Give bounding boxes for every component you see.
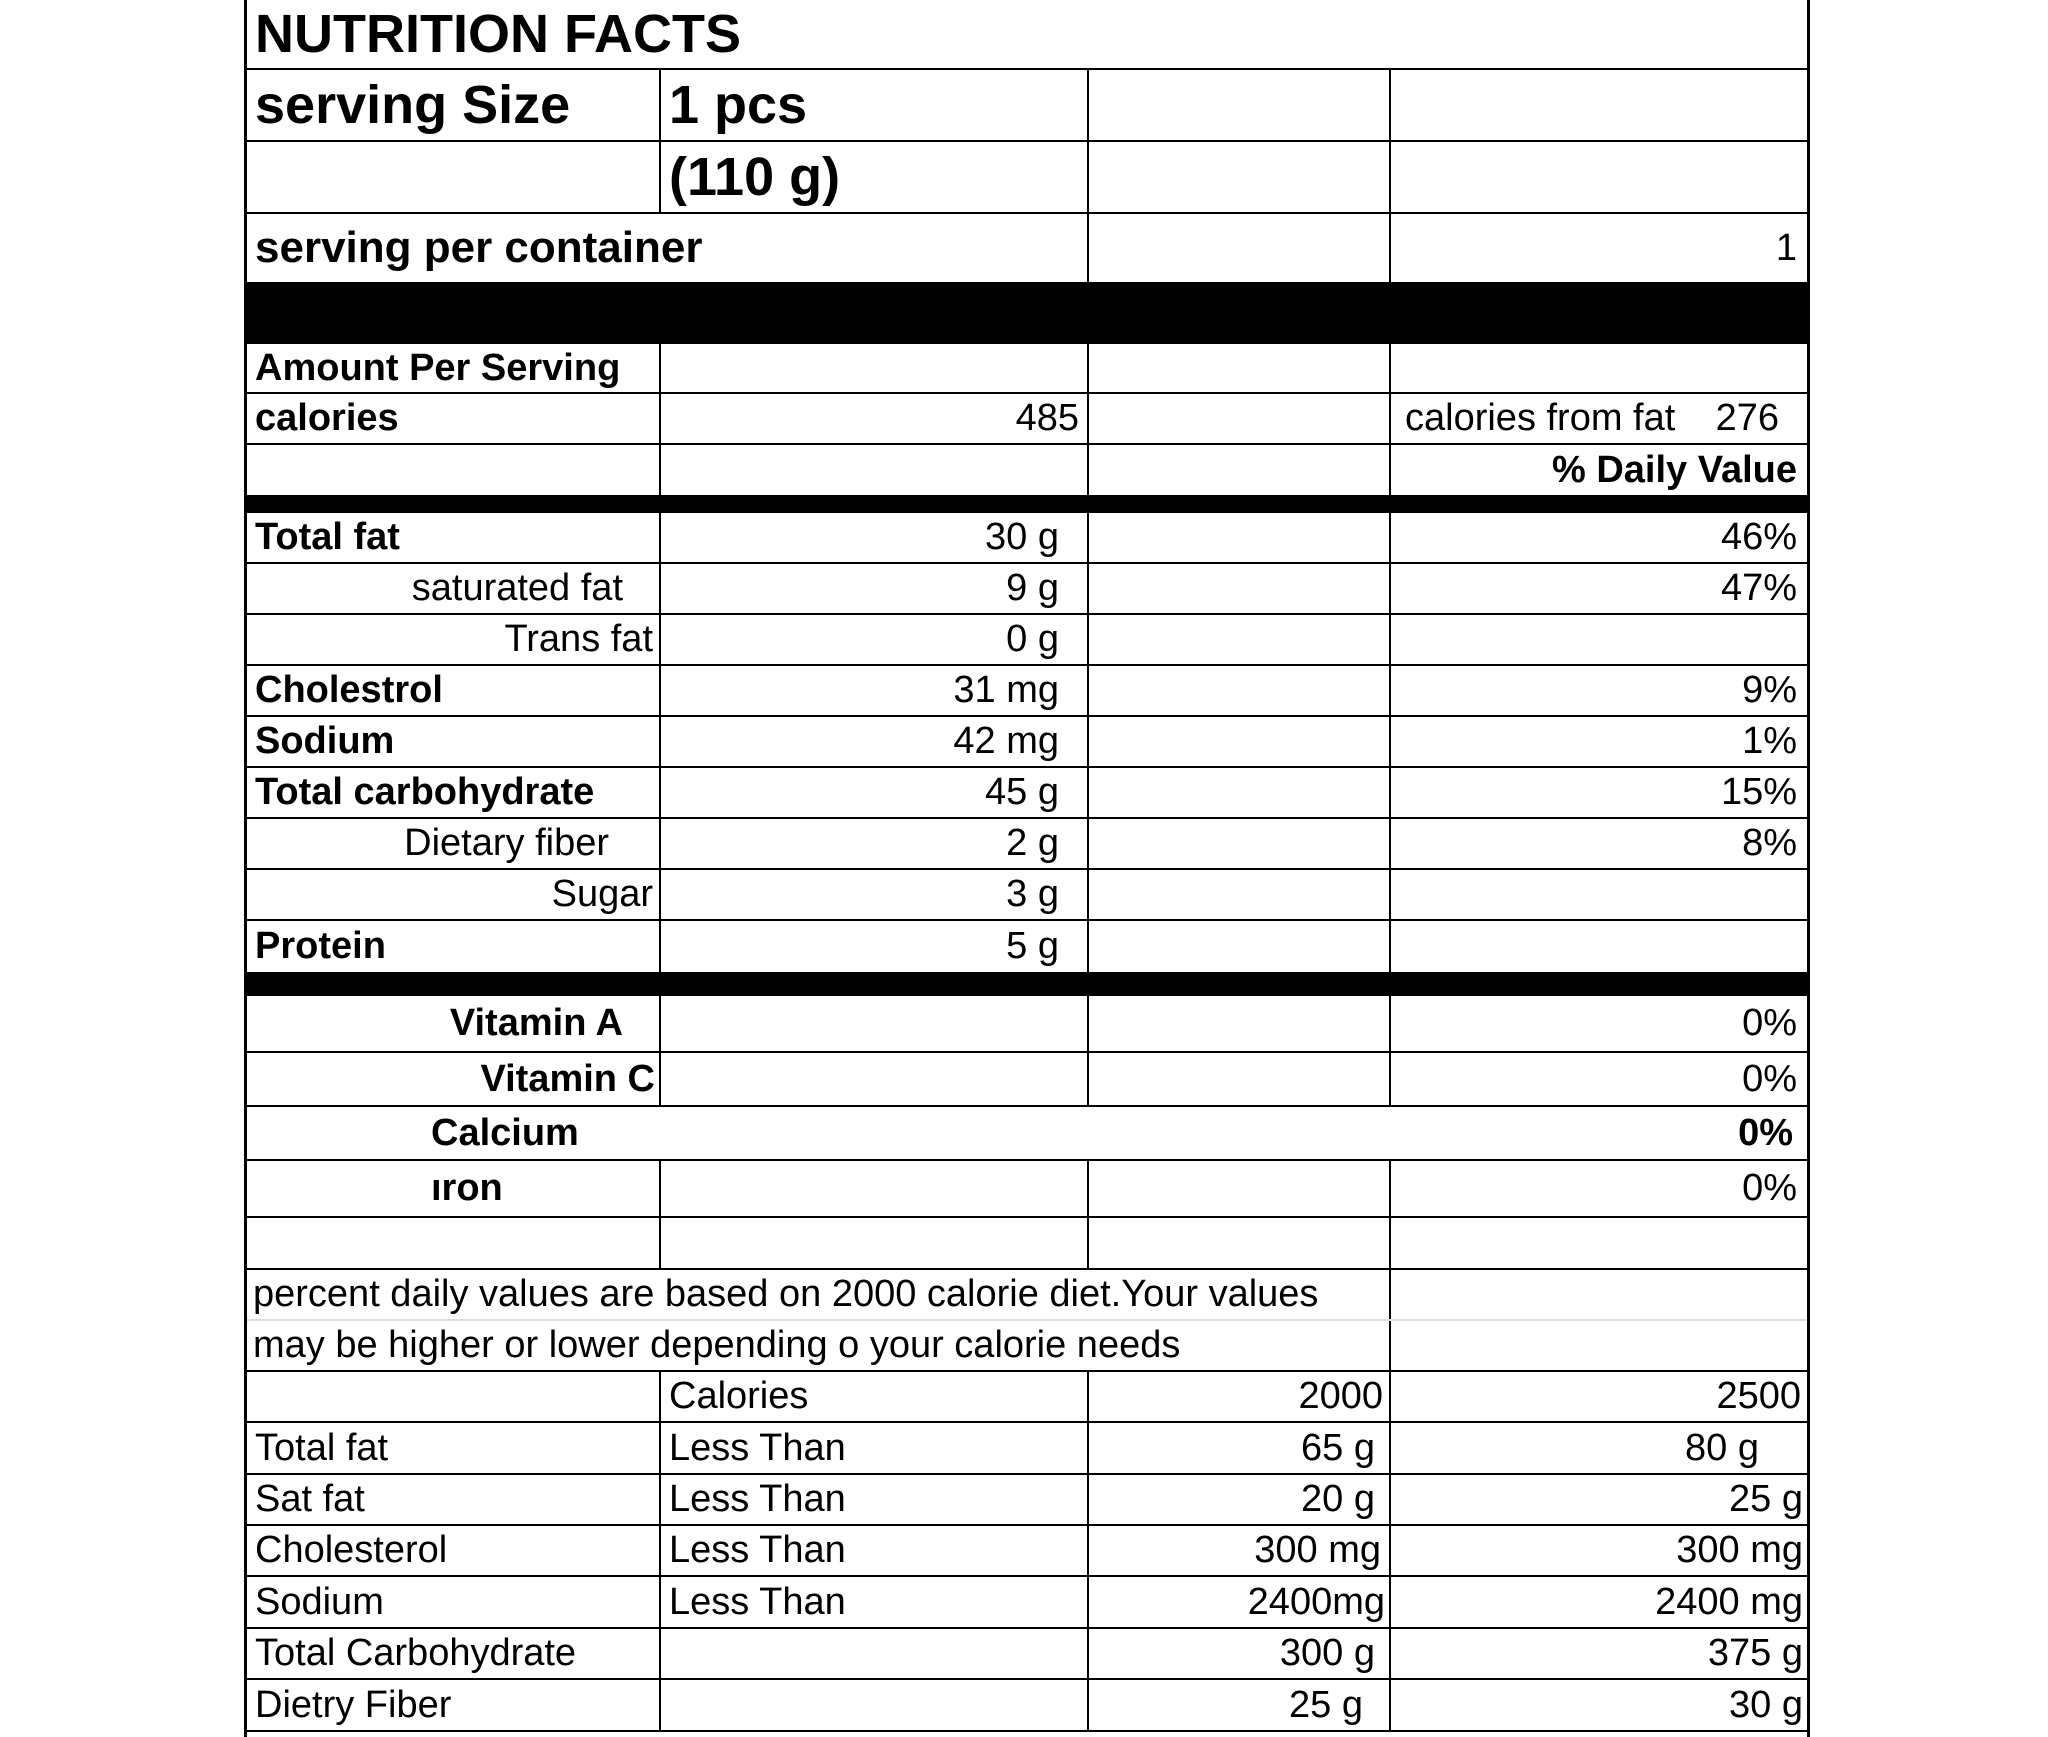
empty-cell	[659, 996, 1087, 1051]
empty-cell	[1087, 513, 1389, 562]
serving-weight-row	[247, 142, 1807, 214]
reference-qualifier: Less Than	[659, 1577, 1087, 1627]
empty-cell	[1087, 666, 1389, 715]
empty-cell	[1087, 564, 1389, 613]
thick-divider	[247, 282, 1807, 344]
reference-nutrient: Sodium	[255, 1580, 384, 1623]
vitamin-row	[247, 1107, 1807, 1161]
servings-per-container-label: serving per container	[255, 223, 703, 272]
nutrient-name: Cholestrol	[255, 669, 443, 711]
calories-from-fat-value: 276	[1715, 397, 1779, 439]
empty-cell	[1087, 1161, 1389, 1216]
empty-cell	[659, 1161, 1087, 1216]
nutrient-daily-value	[1389, 615, 1807, 664]
nutrient-name: Protein	[255, 925, 386, 967]
nutrient-row	[247, 666, 1807, 717]
empty-cell	[1087, 768, 1389, 817]
empty-cell	[659, 1053, 1087, 1105]
nutrient-daily-value	[1389, 870, 1807, 919]
footnote-line-1: percent daily values are based on 2000 calorie diet.Your values	[253, 1273, 1319, 1315]
nutrient-name: Sugar	[551, 873, 653, 915]
empty-cell	[1087, 142, 1389, 212]
reference-qualifier: Less Than	[659, 1526, 1087, 1575]
nutrient-row	[247, 768, 1807, 819]
footnote-row	[247, 1270, 1807, 1321]
nutrient-name: Dietary fiber	[404, 822, 609, 864]
reference-col2-value: 25 g	[1389, 1475, 1807, 1524]
reference-header-row	[247, 1372, 1807, 1423]
nutrient-row	[247, 921, 1807, 972]
reference-nutrient: Sat fat	[255, 1478, 365, 1520]
reference-col1-value: 300 mg	[1087, 1526, 1389, 1575]
empty-cell	[1087, 394, 1389, 443]
nutrient-row	[247, 513, 1807, 564]
medium-divider	[247, 972, 1807, 996]
vitamin-daily-value: 0%	[1389, 1053, 1807, 1105]
nutrient-row	[247, 564, 1807, 615]
nutrition-facts-label	[244, 0, 1810, 1737]
reference-col2-value: 30 g	[1389, 1680, 1807, 1730]
empty-cell	[1087, 1218, 1389, 1268]
reference-col2-value: 80 g	[1389, 1423, 1807, 1473]
reference-col1-value: 25 g	[1087, 1680, 1389, 1730]
empty-cell	[1389, 142, 1807, 212]
reference-row	[247, 1629, 1807, 1680]
empty-cell	[1389, 344, 1807, 392]
empty-cell	[659, 1218, 1087, 1268]
empty-cell	[1087, 717, 1389, 766]
calories-from-fat-label: calories from fat	[1405, 397, 1676, 439]
daily-value-header: % Daily Value	[1389, 445, 1807, 495]
nutrient-name: saturated fat	[411, 567, 623, 609]
empty-cell	[1087, 214, 1389, 282]
empty-cell	[1087, 1053, 1389, 1105]
empty-cell	[1087, 921, 1389, 972]
serving-weight-value: (110 g)	[659, 142, 1087, 212]
vitamin-name: Vitamin A	[449, 1002, 623, 1044]
vitamin-row	[247, 1161, 1807, 1218]
reference-col1-value: 20 g	[1087, 1475, 1389, 1524]
vitamin-name: Calcium	[431, 1111, 579, 1154]
nutrient-daily-value: 8%	[1389, 819, 1807, 868]
reference-col1-header: 2000	[1087, 1372, 1389, 1421]
nutrient-name: Trans fat	[504, 618, 653, 660]
empty-cell	[1087, 445, 1389, 495]
reference-col1-value: 300 g	[1087, 1629, 1389, 1678]
reference-row	[247, 1577, 1807, 1629]
nutrient-amount: 5 g	[659, 921, 1087, 972]
empty-cell	[659, 445, 1087, 495]
vitamin-daily-value: 0%	[1738, 1111, 1793, 1154]
empty-cell	[1087, 344, 1389, 392]
nutrient-amount: 3 g	[659, 870, 1087, 919]
serving-size-row	[247, 70, 1807, 142]
nutrient-daily-value: 9%	[1389, 666, 1807, 715]
reference-nutrient: Total Carbohydrate	[255, 1632, 577, 1674]
calories-row	[247, 394, 1807, 445]
nutrient-amount: 2 g	[659, 819, 1087, 868]
vitamin-name: Vitamin C	[480, 1057, 655, 1100]
nutrient-row	[247, 717, 1807, 768]
empty-cell	[1389, 1270, 1807, 1319]
reference-row	[247, 1680, 1807, 1732]
vitamin-row	[247, 996, 1807, 1053]
vitamin-name: ıron	[431, 1167, 503, 1209]
footnote-line-2: may be higher or lower depending o your calorie needs	[253, 1324, 1181, 1366]
reference-col2-value: 2400 mg	[1389, 1577, 1807, 1627]
empty-cell	[1087, 819, 1389, 868]
nutrient-row	[247, 615, 1807, 666]
blank-row	[247, 1218, 1807, 1270]
vitamin-daily-value: 0%	[1389, 1161, 1807, 1216]
reference-nutrient: Dietry Fiber	[255, 1683, 452, 1726]
nutrient-daily-value: 15%	[1389, 768, 1807, 817]
servings-per-container-value: 1	[1389, 214, 1807, 282]
reference-nutrient: Total fat	[255, 1426, 389, 1469]
reference-row	[247, 1475, 1807, 1526]
nutrient-row	[247, 870, 1807, 921]
reference-qualifier: Less Than	[659, 1475, 1087, 1524]
reference-row	[247, 1526, 1807, 1577]
nutrient-name: Sodium	[255, 720, 395, 762]
reference-row	[247, 1423, 1807, 1475]
nutrient-name: Total carbohydrate	[255, 771, 595, 813]
amount-per-serving-label: Amount Per Serving	[255, 346, 621, 389]
calories-from-fat	[1389, 394, 1807, 443]
daily-value-header-row	[247, 445, 1807, 495]
empty-cell	[1087, 615, 1389, 664]
empty-cell	[247, 1372, 659, 1421]
reference-col1-value: 65 g	[1087, 1423, 1389, 1473]
nutrient-amount: 0 g	[659, 615, 1087, 664]
calories-value: 485	[659, 394, 1087, 443]
nutrient-amount: 45 g	[659, 768, 1087, 817]
reference-qualifier	[659, 1680, 1087, 1730]
serving-size-value: 1 pcs	[659, 70, 1087, 140]
label-title: NUTRITION FACTS	[255, 4, 741, 64]
empty-cell	[659, 344, 1087, 392]
nutrient-daily-value: 47%	[1389, 564, 1807, 613]
nutrient-row	[247, 819, 1807, 870]
empty-cell	[1389, 1218, 1807, 1268]
reference-col2-value: 375 g	[1389, 1629, 1807, 1678]
empty-cell	[247, 142, 659, 212]
amount-per-serving-row	[247, 344, 1807, 394]
nutrient-name: Total fat	[255, 516, 400, 558]
empty-cell	[247, 445, 659, 495]
reference-qualifier: Less Than	[659, 1423, 1087, 1473]
reference-qualifier	[659, 1629, 1087, 1678]
empty-cell	[1389, 1321, 1807, 1370]
vitamin-daily-value: 0%	[1389, 996, 1807, 1051]
reference-col2-header: 2500	[1389, 1372, 1807, 1421]
empty-cell	[1087, 870, 1389, 919]
nutrient-daily-value	[1389, 921, 1807, 972]
nutrient-amount: 9 g	[659, 564, 1087, 613]
vitamin-row	[247, 1053, 1807, 1107]
footnote-row	[247, 1321, 1807, 1372]
calories-label: calories	[255, 397, 399, 439]
reference-col2-value: 300 mg	[1389, 1526, 1807, 1575]
title-row	[247, 0, 1807, 70]
empty-cell	[1087, 70, 1389, 140]
reference-nutrient: Cholesterol	[255, 1529, 448, 1571]
nutrient-amount: 30 g	[659, 513, 1087, 562]
medium-divider	[247, 495, 1807, 513]
nutrient-daily-value: 1%	[1389, 717, 1807, 766]
empty-cell	[1087, 996, 1389, 1051]
nutrient-amount: 42 mg	[659, 717, 1087, 766]
reference-calories-label: Calories	[659, 1372, 1087, 1421]
nutrient-amount: 31 mg	[659, 666, 1087, 715]
nutrient-daily-value: 46%	[1389, 513, 1807, 562]
empty-cell	[1389, 70, 1807, 140]
reference-col1-value: 2400mg	[1087, 1577, 1389, 1627]
serving-size-label: serving Size	[255, 75, 571, 135]
servings-per-container-row	[247, 214, 1807, 282]
empty-cell	[247, 1218, 659, 1268]
